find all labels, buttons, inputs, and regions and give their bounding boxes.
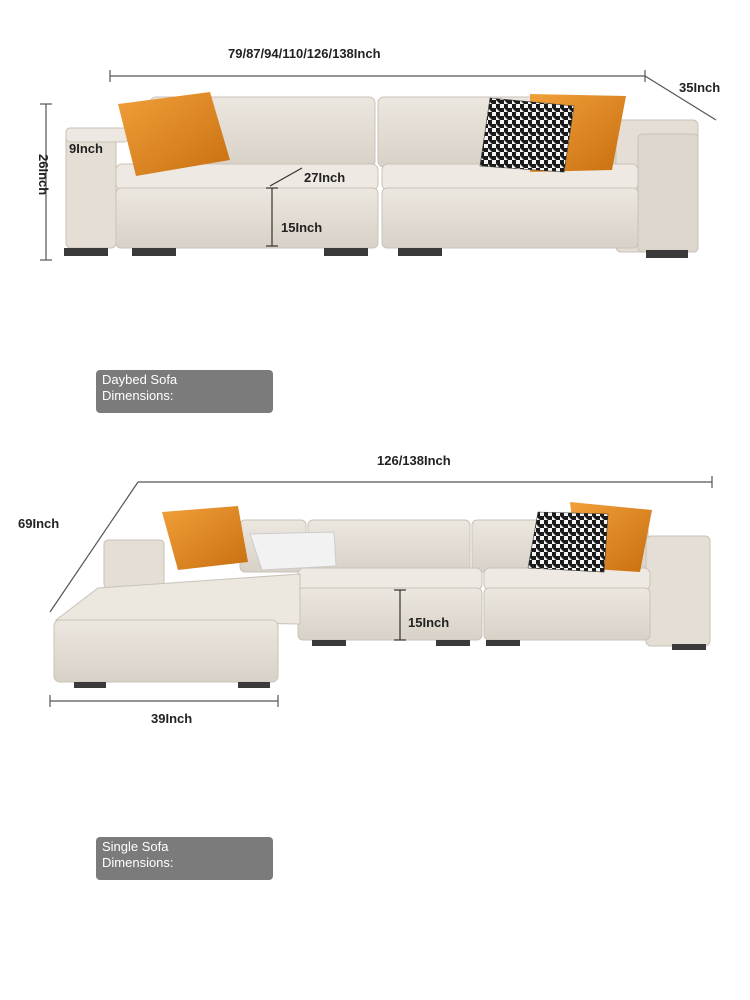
height-dimension-label: 26Inch [36,154,51,196]
white-pillow [250,532,336,570]
houndstooth-pillow [528,512,608,572]
width-dimension-label: 126/138Inch [377,453,451,468]
depth-dimension-label: 69Inch [18,516,60,531]
seat-height-label: 15Inch [281,220,323,235]
houndstooth-pillow [480,98,574,172]
seat-height-label: 15Inch [408,615,450,630]
caption-line: Daybed Sofa [102,372,178,387]
seat-depth-label: 27Inch [304,170,346,185]
arm-width-label: 9Inch [69,141,103,156]
orange-pillow [162,506,248,570]
single-caption [96,837,273,880]
caption-line: Dimensions: [102,855,174,870]
chaise-width-label: 39Inch [151,711,193,726]
daybed-sofa-drawing [40,70,716,260]
caption-line: Dimensions: [102,388,174,403]
caption-line: Single Sofa [102,839,169,854]
depth-dimension-label: 35Inch [679,80,721,95]
single-sofa-drawing [50,476,712,707]
daybed-caption [96,370,273,413]
width-dimension-label: 79/87/94/110/126/138Inch [228,46,381,61]
